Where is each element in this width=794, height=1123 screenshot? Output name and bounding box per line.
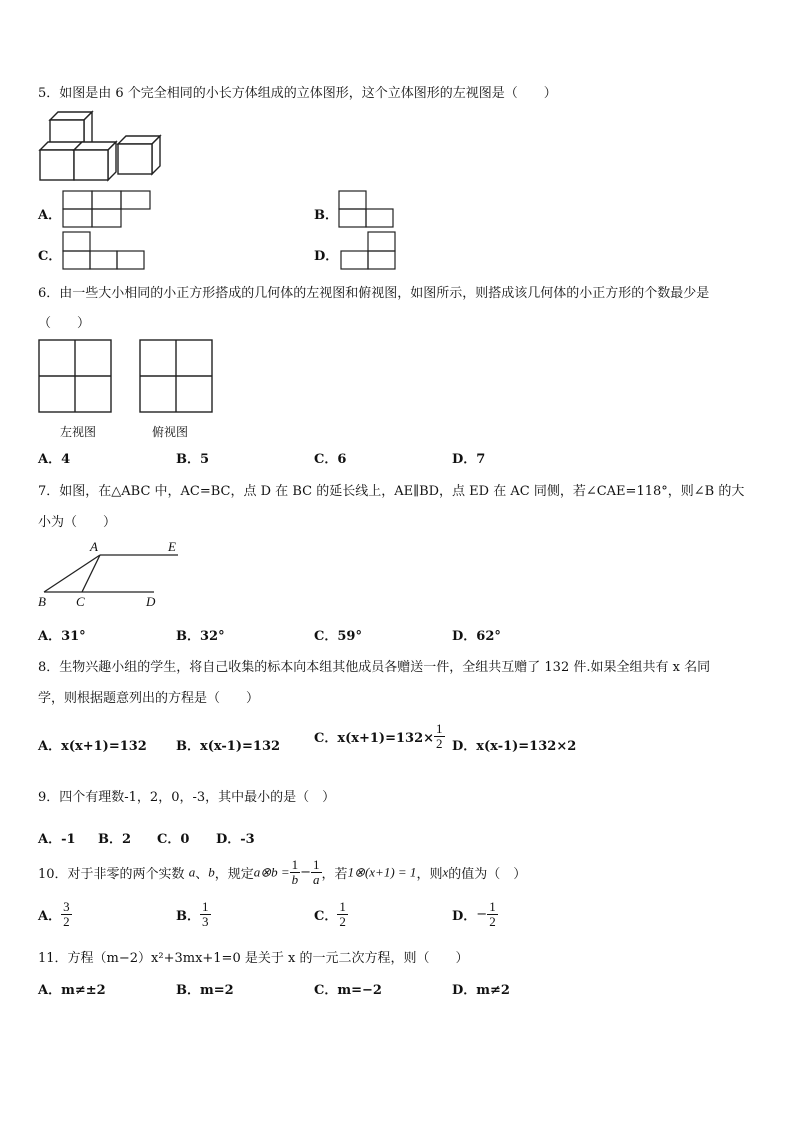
q10-option-b[interactable]: B． $\frac{1}{3}$: [176, 899, 209, 929]
q6-top-view-caption: 俯视图: [152, 425, 189, 439]
q9-option-a[interactable]: A．-1: [38, 832, 76, 847]
q9-text: 9．四个有理数-1，2，0，-3，其中最小的是（ ）: [38, 790, 336, 805]
q8-text-line2: 学，则根据题意列出的方程是（ ）: [38, 691, 260, 706]
q9-option-c[interactable]: C．0: [157, 832, 190, 847]
q6-text-line2: （ ）: [38, 316, 91, 331]
q7-option-b[interactable]: B．32°: [176, 629, 225, 644]
q5-option-d-figure: [340, 231, 398, 271]
q8-option-a[interactable]: A．x(x+1)=132: [38, 739, 147, 754]
q7-label-b: B: [38, 594, 46, 609]
q5-option-c-figure: [62, 231, 148, 271]
q6-left-view-caption: 左视图: [60, 425, 97, 439]
q7-option-d[interactable]: D．62°: [452, 629, 501, 644]
q5-option-c[interactable]: C．: [38, 249, 62, 264]
q6-text-line1: 6．由一些大小相同的小正方形搭成的几何体的左视图和俯视图，如图所示，则搭成该几何体的小正方形的个数最少是: [38, 286, 710, 301]
q7-option-a[interactable]: A．31°: [38, 629, 86, 644]
q10-option-a[interactable]: A． $\frac{3}{2}$: [38, 899, 70, 929]
q8-option-c-fraction: $\frac{1}{2}$: [436, 721, 443, 751]
q7-figure: [36, 538, 186, 610]
q5-option-a[interactable]: A．: [38, 208, 62, 223]
q7-label-c: C: [76, 594, 85, 609]
q10-option-d[interactable]: D．− $\frac{1}{2}$: [452, 899, 496, 929]
q8-option-c[interactable]: C．x(x+1)=132× $\frac{1}{2}$: [314, 721, 443, 751]
q6-option-c[interactable]: C．6: [314, 452, 347, 467]
q6-option-a[interactable]: A．4: [38, 452, 71, 467]
q5-option-d[interactable]: D．: [314, 249, 339, 264]
q7-label-d: D: [146, 594, 156, 609]
q11-option-a[interactable]: A．m≠±2: [38, 983, 106, 998]
q9-option-d[interactable]: D．-3: [216, 832, 255, 847]
q7-label-e: E: [168, 539, 176, 554]
q11-option-c[interactable]: C．m=−2: [314, 983, 382, 998]
q5-figure: [38, 110, 166, 184]
q9-option-b[interactable]: B．2: [98, 832, 132, 847]
q8-text-line1: 8．生物兴趣小组的学生，将自己收集的标本向本组其他成员各赠送一件，全组共互赠了 132 件.如果全组共有 x 名同: [38, 660, 711, 675]
q8-option-b[interactable]: B．x(x-1)=132: [176, 739, 281, 754]
q11-option-d[interactable]: D．m≠2: [452, 983, 510, 998]
q7-text-line2: 小为（ ）: [38, 515, 117, 530]
q6-left-view: [38, 339, 112, 413]
q6-top-view: [139, 339, 213, 413]
q7-label-a: A: [90, 539, 98, 554]
q6-option-b[interactable]: B．5: [176, 452, 210, 467]
q6-option-d[interactable]: D．7: [452, 452, 486, 467]
q5-text: 5．如图是由 6 个完全相同的小长方体组成的立体图形，这个立体图形的左视图是（ ）: [38, 86, 557, 101]
q10-text: 10．对于非零的两个实数 a、b，规定a⊗b = $\frac{1}{b}$ − $\frac{1}{a}$ ，若1⊗(x+1) = 1，则x的值为（ ）: [38, 857, 527, 887]
q5-option-b[interactable]: B．: [314, 208, 338, 223]
q5-option-a-figure: [62, 190, 152, 228]
q11-option-b[interactable]: B．m=2: [176, 983, 234, 998]
q10-option-c[interactable]: C． $\frac{1}{2}$: [314, 899, 346, 929]
q11-text: 11．方程（m−2）x²+3mx+1=0 是关于 x 的一元二次方程，则（ ）: [38, 951, 469, 966]
q8-option-d[interactable]: D．x(x-1)=132×2: [452, 739, 577, 754]
q7-text-line1: 7．如图，在△ABC 中，AC=BC，点 D 在 BC 的延长线上，AE∥BD，点 ED 在 AC 同侧，若∠CAE=118°，则∠B 的大: [38, 484, 745, 499]
q7-option-c[interactable]: C．59°: [314, 629, 362, 644]
q5-option-b-figure: [338, 190, 398, 228]
